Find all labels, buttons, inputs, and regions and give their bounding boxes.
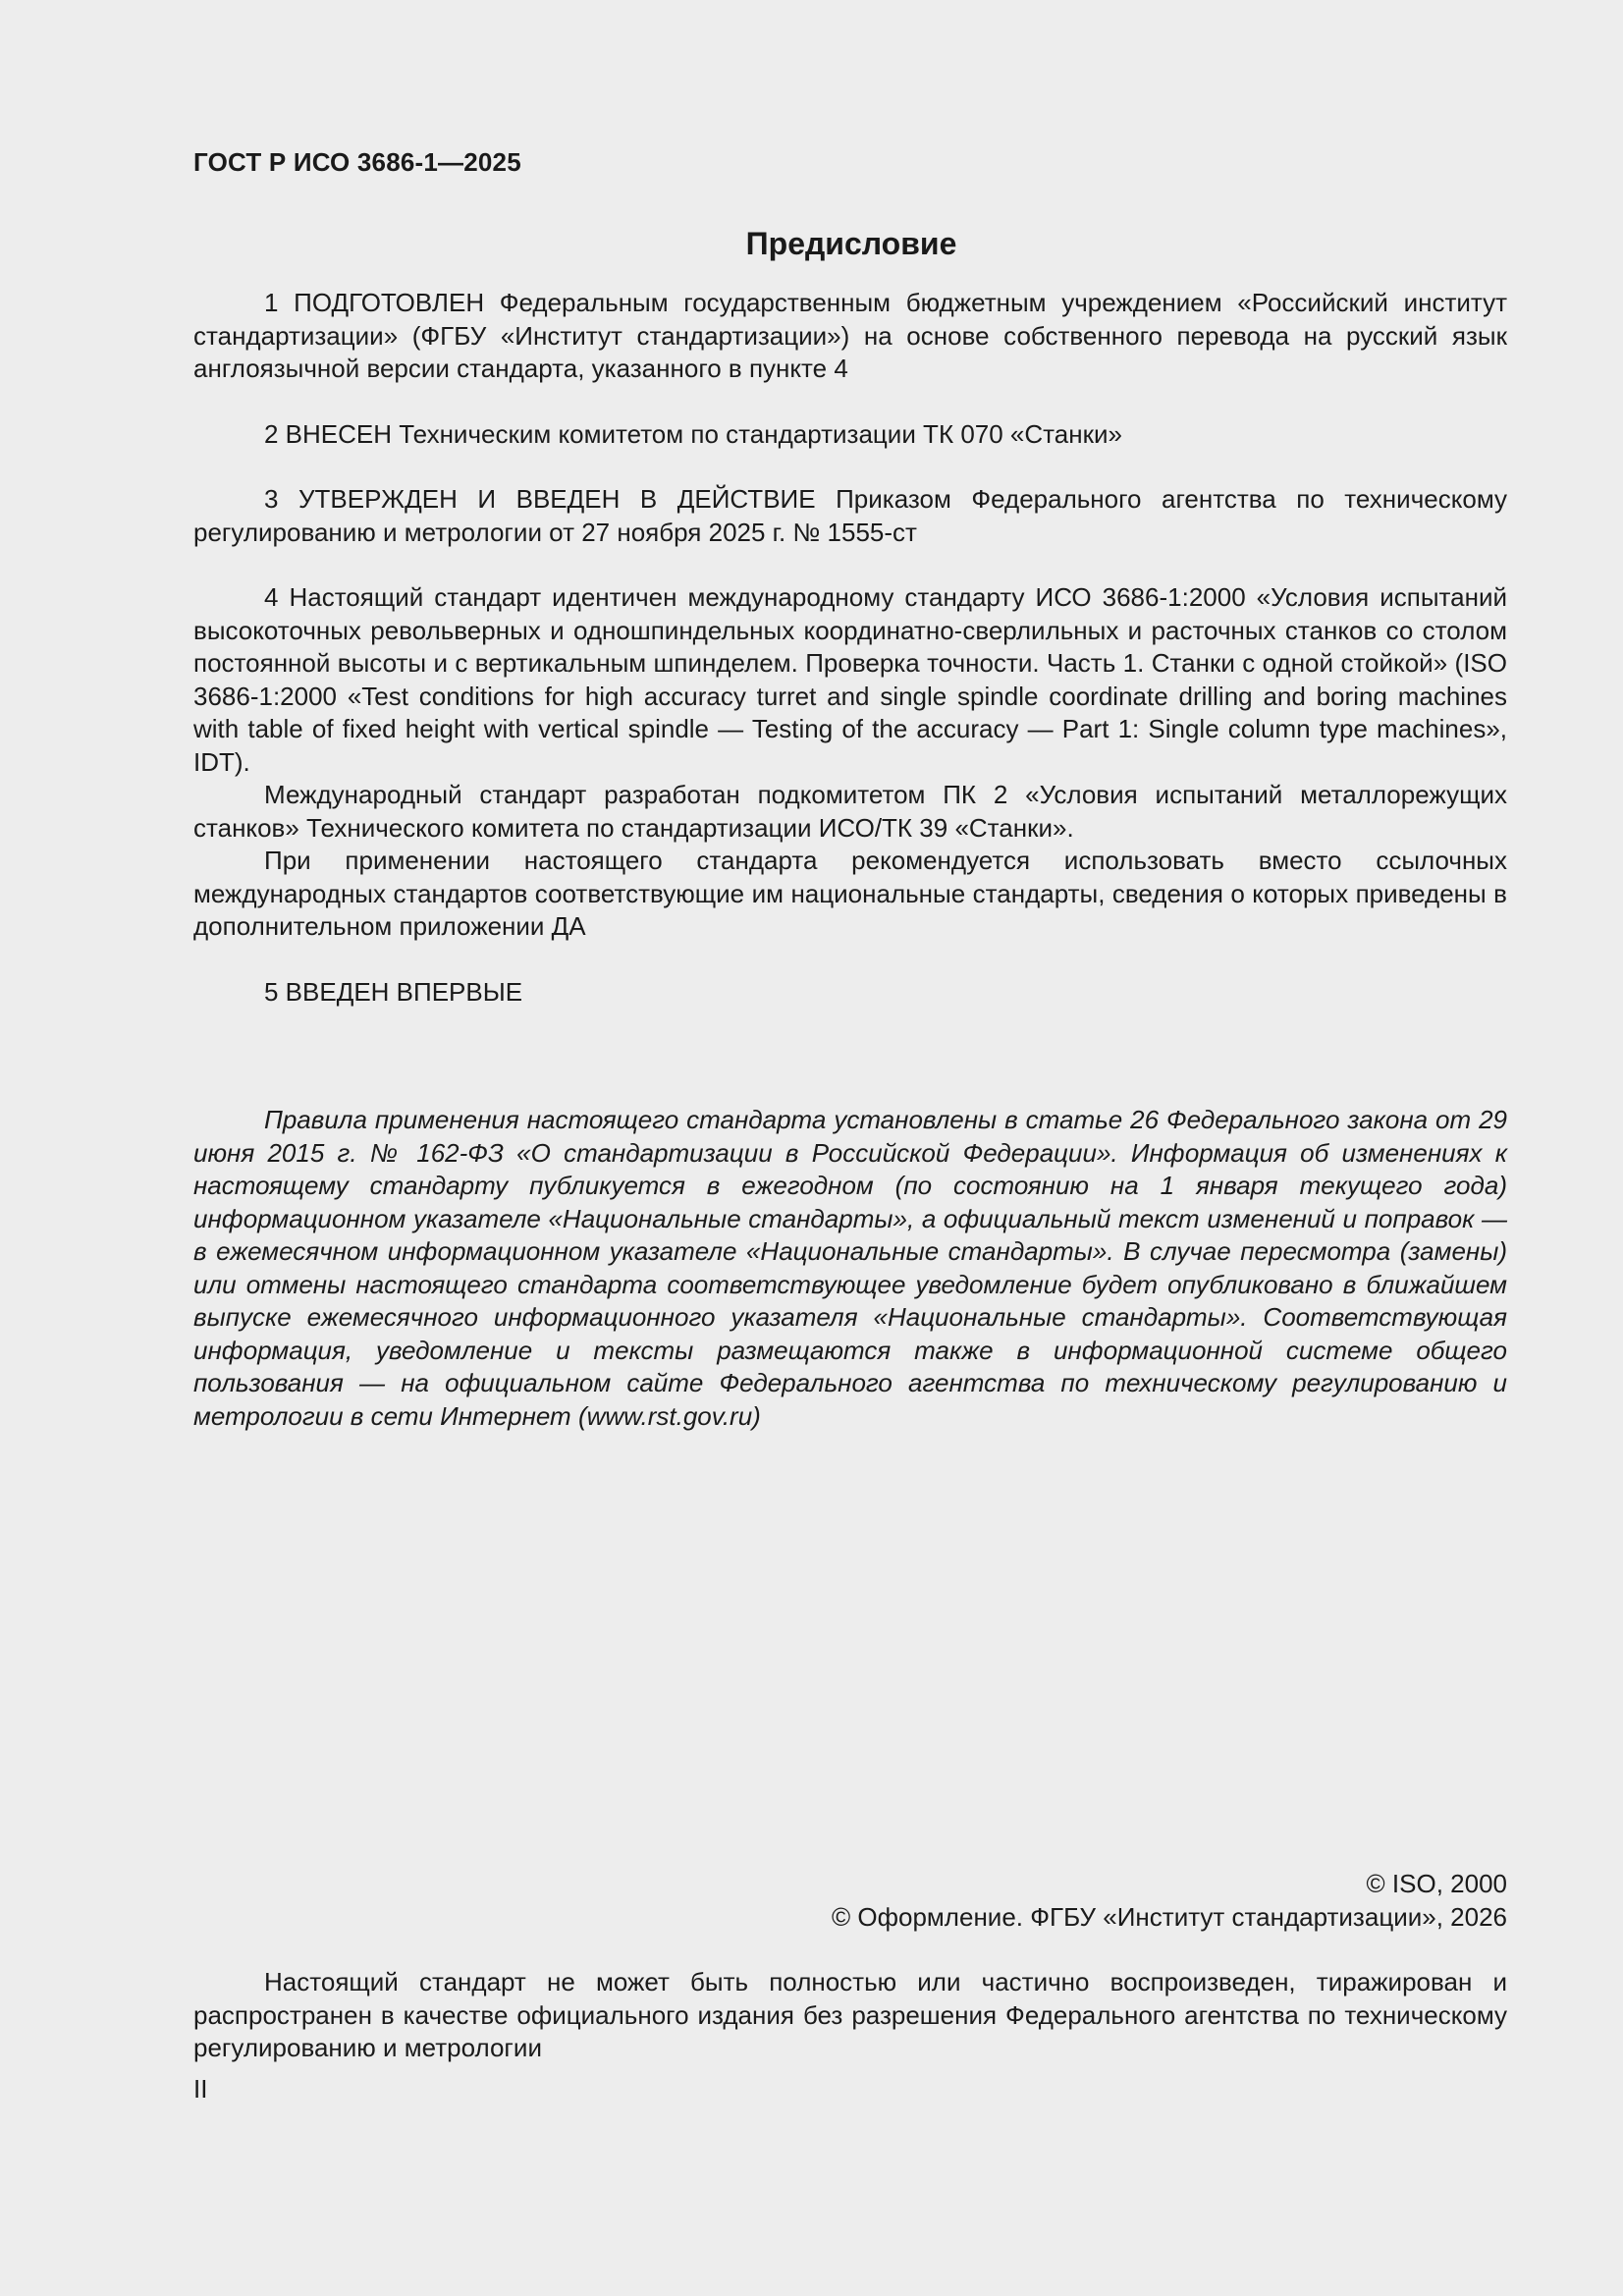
- reproduction-restriction-text: Настоящий стандарт не может быть полностью или частично воспроизведен, тиражирован и распространен в качестве официального издания без разрешения Федерального агентства по техническому регулированию и метрологии: [193, 1967, 1507, 2062]
- foreword-item-4-paragraph-3: При применении настоящего стандарта рекомендуется использовать вместо ссылочных международных стандартов соответствующие им национальные стандарты, сведения о которых приведены в дополнительном приложении ДА: [193, 846, 1507, 941]
- foreword-item-3: 3 УТВЕРЖДЕН И ВВЕДЕН В ДЕЙСТВИЕ Приказом Федерального агентства по техническому регулированию и метрологии от 27 ноября 2025 г. № 1555-ст: [193, 484, 1507, 547]
- copyright-block: [193, 1868, 1507, 1934]
- foreword-item-4: 4 Настоящий стандарт идентичен международному стандарту ИСО 3686-1:2000 «Условия испытаний высокоточных револьверных и одношпиндельных координатно-сверлильных и расточных станков со столом постоянной высоты и с вертикальным шпинделем. Проверка точности. Часть 1. Станки с одной стойкой» (ISO 3686-1:2000 «Test conditions for high accuracy turret and single spindle coordinate drilling and boring machines with table of fixed height with vertical spindle — Testing of the accuracy — Part 1: Single column type machines», IDT).: [193, 582, 1507, 777]
- foreword-body: [193, 287, 1507, 1009]
- foreword-item-5: 5 ВВЕДЕН ВПЕРВЫЕ: [264, 976, 523, 1007]
- foreword-item-1: 1 ПОДГОТОВЛЕН Федеральным государственным бюджетным учреждением «Российский институт стандартизации» (ФГБУ «Институт стандартизации») на основе собственного перевода на русский язык англоязычной версии стандарта, указанного в пункте 4: [193, 288, 1507, 383]
- page-title: Предисловие: [745, 226, 957, 261]
- copyright-iso: © ISO, 2000: [1366, 1869, 1507, 1898]
- page-number: II: [193, 2074, 208, 2104]
- reproduction-restriction: [193, 1966, 1507, 2065]
- application-rules-note: [193, 1104, 1507, 1433]
- foreword-item-2: 2 ВНЕСЕН Техническим комитетом по стандартизации ТК 070 «Станки»: [264, 418, 1122, 449]
- foreword-item-4-paragraph-2: Международный стандарт разработан подкомитетом ПК 2 «Условия испытаний металлорежущих станков» Технического комитета по стандартизации ИСО/ТК 39 «Станки».: [193, 780, 1507, 843]
- application-rules-text: Правила применения настоящего стандарта установлены в статье 26 Федерального закона от 29 июня 2015 г. № 162-ФЗ «О стандартизации в Российской Федерации». Информация об изменениях к настоящему стандарту публикуется в ежегодном (по состоянию на 1 января текущего года) информационном указателе «Национальные стандарты», а официальный текст изменений и поправок — в ежемесячном информационном указателе «Национальные стандарты». В случае пересмотра (замены) или отмены настоящего стандарта соответствующее уведомление будет опубликовано в ближайшем выпуске ежемесячного информационного указателя «Национальные стандарты». Соответствующая информация, уведомление и тексты размещаются также в информационной системе общего пользования — на официальном сайте Федерального агентства по техническому регулированию и метрологии в сети Интернет (www.rst.gov.ru): [193, 1105, 1507, 1431]
- copyright-design: © Оформление. ФГБУ «Институт стандартизации», 2026: [832, 1901, 1507, 1932]
- document-code-header: ГОСТ Р ИСО 3686-1—2025: [193, 147, 521, 177]
